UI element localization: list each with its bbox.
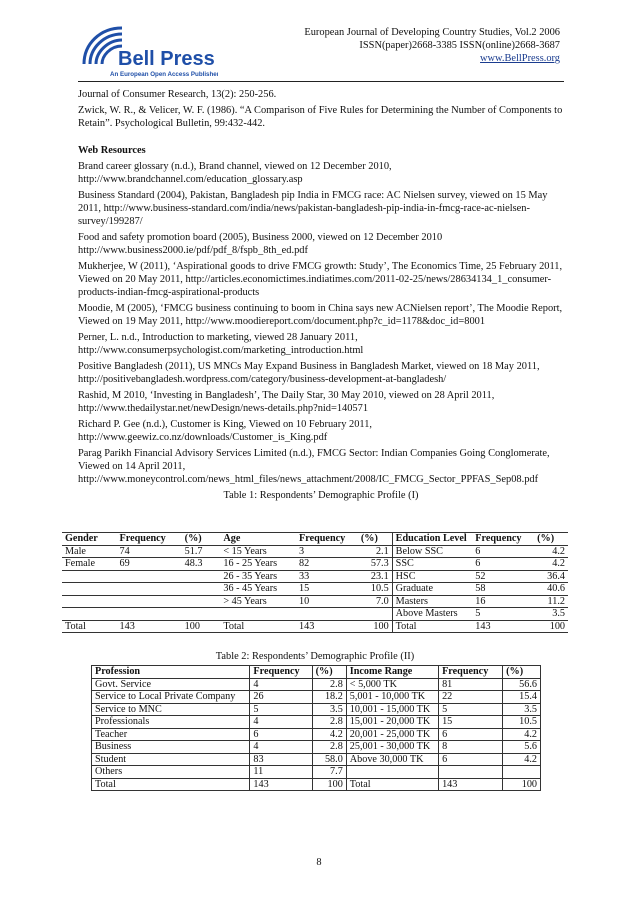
table-cell: Female (62, 558, 117, 571)
table-cell: 15.4 (503, 691, 541, 704)
table-cell: SSC (392, 558, 472, 571)
table-cell (182, 583, 221, 596)
table-cell: 2.8 (312, 741, 346, 754)
table-cell: 4 (250, 678, 312, 691)
table-cell: Above 30,000 TK (346, 753, 438, 766)
publisher-logo (78, 20, 218, 80)
table-cell: 10.5 (503, 716, 541, 729)
table-cell: 2.1 (358, 545, 392, 558)
table-row (92, 678, 541, 691)
table-cell (117, 570, 182, 583)
table-cell: 2.8 (312, 716, 346, 729)
table-cell (503, 766, 541, 779)
table-header-cell: Frequency (296, 533, 358, 546)
web-resources-heading: Web Resources (78, 145, 146, 156)
table-cell: 20,001 - 25,000 TK (346, 728, 438, 741)
demographic-table-1 (62, 532, 568, 633)
table-cell: 8 (439, 741, 503, 754)
table-row (92, 716, 541, 729)
table-cell: Govt. Service (92, 678, 250, 691)
web-resource-entry: Perner, L. n.d., Introduction to marketing, viewed 28 January 2011, http://www.consumerpsychologist.com/marketing_introduction.html (78, 332, 364, 356)
table2-caption: Table 2: Respondents’ Demographic Profile (II) (215, 651, 415, 662)
table-cell (182, 570, 221, 583)
table-header-row (62, 533, 568, 546)
table-cell: 51.7 (182, 545, 221, 558)
table-cell: HSC (392, 570, 472, 583)
table-cell: 10.5 (358, 583, 392, 596)
table-cell: 4 (250, 716, 312, 729)
table-cell: 56.6 (503, 678, 541, 691)
table-cell: 15 (296, 583, 358, 596)
table-cell: 10,001 - 15,000 TK (346, 703, 438, 716)
table-cell: 143 (250, 778, 312, 791)
table-cell: 16 (472, 595, 534, 608)
page-number: 8 (316, 857, 322, 868)
table-cell: Graduate (392, 583, 472, 596)
table-cell: < 15 Years (220, 545, 296, 558)
table-cell: 52 (472, 570, 534, 583)
table-cell: 40.6 (534, 583, 568, 596)
table-cell: 3.5 (312, 703, 346, 716)
table-cell: 4.2 (503, 753, 541, 766)
table-cell: 15 (439, 716, 503, 729)
table-cell: 26 (250, 691, 312, 704)
table-header-cell: Frequency (439, 666, 503, 679)
table-cell: 58 (472, 583, 534, 596)
table-cell: 143 (439, 778, 503, 791)
table-header-cell: Frequency (250, 666, 312, 679)
table-cell: 6 (472, 545, 534, 558)
table-header-cell: Education Level (392, 533, 472, 546)
table-cell (346, 766, 438, 779)
table-header-cell: (%) (358, 533, 392, 546)
table-header-cell: (%) (534, 533, 568, 546)
table-cell: 3 (296, 545, 358, 558)
table-header-cell: Income Range (346, 666, 438, 679)
table-cell (62, 608, 117, 621)
table-row (62, 545, 568, 558)
table-cell: Male (62, 545, 117, 558)
table-cell: < 5,000 TK (346, 678, 438, 691)
table-cell: 26 - 35 Years (220, 570, 296, 583)
journal-title: European Journal of Developing Country Studies, Vol.2 2006 (304, 27, 560, 38)
table-cell (62, 595, 117, 608)
logo-tagline: An European Open Access Publisher (110, 71, 218, 78)
table-cell: 58.0 (312, 753, 346, 766)
table-cell: 4.2 (312, 728, 346, 741)
table-cell: 3.5 (503, 703, 541, 716)
table-header-cell: Frequency (117, 533, 182, 546)
table-cell: 7.0 (358, 595, 392, 608)
header-rule (78, 81, 564, 82)
table-header-cell: (%) (312, 666, 346, 679)
table-cell: 22 (439, 691, 503, 704)
table-cell: 23.1 (358, 570, 392, 583)
table-cell: 11.2 (534, 595, 568, 608)
web-resource-entry: Richard P. Gee (n.d.), Customer is King, Viewed on 10 February 2011, http://www.geewiz.co.nz/downloads/Customer_is_King.pdf (78, 419, 373, 443)
table-header-cell: Gender (62, 533, 117, 546)
table-cell: Business (92, 741, 250, 754)
table-cell: 6 (439, 728, 503, 741)
table-cell: 82 (296, 558, 358, 571)
table-cell: 6 (472, 558, 534, 571)
table-cell: Professionals (92, 716, 250, 729)
demographic-table-2 (91, 665, 541, 791)
table-cell (182, 595, 221, 608)
table-cell: 69 (117, 558, 182, 571)
table-cell: 143 (296, 620, 358, 633)
table-cell (296, 608, 358, 621)
table-cell: 143 (117, 620, 182, 633)
table-cell: 25,001 - 30,000 TK (346, 741, 438, 754)
table-cell: Below SSC (392, 545, 472, 558)
table-cell: 57.3 (358, 558, 392, 571)
table-cell: 15,001 - 20,000 TK (346, 716, 438, 729)
web-resource-entry: Brand career glossary (n.d.), Brand channel, viewed on 12 December 2010, http://www.brandchannel.com/education_glossary.asp (78, 161, 392, 185)
table-cell (62, 583, 117, 596)
bell-press-logo-icon (78, 20, 218, 80)
table-cell: Service to Local Private Company (92, 691, 250, 704)
table-cell: 5 (439, 703, 503, 716)
journal-url-link[interactable]: www.BellPress.org (480, 53, 560, 64)
table-cell: 3.5 (534, 608, 568, 621)
journal-header (230, 26, 560, 65)
table-cell: 10 (296, 595, 358, 608)
table-cell: Others (92, 766, 250, 779)
table-cell: Above Masters (392, 608, 472, 621)
table-cell (439, 766, 503, 779)
table-cell (117, 608, 182, 621)
web-resource-entry: Parag Parikh Financial Advisory Services Limited (n.d.), FMCG Sector: Indian Companies Going Conglomerate, Viewed on 14 April 2011, http://www.moneycontrol.com/news_html_files/news_attachment/2008/IC_FMCG_Sector_PPFAS_Sep08.pdf (78, 448, 550, 485)
table-cell: 4.2 (503, 728, 541, 741)
journal-issn: ISSN(paper)2668-3385 ISSN(online)2668-3687 (359, 40, 560, 51)
table-cell: 36 - 45 Years (220, 583, 296, 596)
table-row (92, 691, 541, 704)
table-row (62, 595, 568, 608)
table-cell: 100 (182, 620, 221, 633)
table-row (92, 741, 541, 754)
table-row (92, 703, 541, 716)
table-cell (117, 595, 182, 608)
table-row (92, 728, 541, 741)
table-cell: 4.2 (534, 545, 568, 558)
table-cell: 100 (358, 620, 392, 633)
table-cell: 4.2 (534, 558, 568, 571)
table-cell: 4 (250, 741, 312, 754)
table-row (92, 753, 541, 766)
web-resource-entry: Moodie, M (2005), ‘FMCG business continuing to boom in China says new ACNielsen report’, The Moodie Report, Viewed on 19 May 2011, http://www.moodiereport.com/document.php?c_id=1178&doc_id=8001 (78, 303, 563, 327)
table-cell (358, 608, 392, 621)
table-cell: 74 (117, 545, 182, 558)
web-resource-entry: Mukherjee, W (2011), ‘Aspirational goods to drive FMCG growth: Study’, The Economics Time, 25 February 2011, Viewed on 20 May 2011, http://articles.economictimes.indiatimes.com/2011-02-25/news/28634134_1_consumer-products-indian-fmcg-aspirational-products (78, 261, 563, 298)
reference-entry: Zwick, W. R., & Velicer, W. F. (1986). “A Comparison of Five Rules for Determining the Number of Components to Retain”. Psychological Bulletin, 99:432-442. (78, 105, 563, 129)
table-cell: Service to MNC (92, 703, 250, 716)
table-cell: 7.7 (312, 766, 346, 779)
table-cell: Total (92, 778, 250, 791)
reference-entry: Journal of Consumer Research, 13(2): 250-256. (78, 89, 277, 100)
table-row (62, 583, 568, 596)
table-header-cell: Profession (92, 666, 250, 679)
table-cell: Student (92, 753, 250, 766)
table-row (62, 570, 568, 583)
table-cell: 5.6 (503, 741, 541, 754)
table-cell: 5 (250, 703, 312, 716)
references-section (78, 88, 564, 505)
table-cell: Teacher (92, 728, 250, 741)
table-cell: 5 (472, 608, 534, 621)
table-cell: Total (392, 620, 472, 633)
table-cell: > 45 Years (220, 595, 296, 608)
table-cell: 36.4 (534, 570, 568, 583)
table-header-cell: Age (220, 533, 296, 546)
table-cell (220, 608, 296, 621)
table-cell (117, 583, 182, 596)
table-row (62, 608, 568, 621)
table-cell: 100 (312, 778, 346, 791)
table-cell: 5,001 - 10,000 TK (346, 691, 438, 704)
web-resource-entry: Positive Bangladesh (2011), US MNCs May Expand Business in Bangladesh Market, viewed on 18 May 2011, http://positivebangladesh.wordpress.com/category/business-development-at-bangladesh/ (78, 361, 540, 385)
table-cell: 11 (250, 766, 312, 779)
table-row (92, 778, 541, 791)
table-cell: 143 (472, 620, 534, 633)
table-cell (62, 570, 117, 583)
web-resource-entry: Rashid, M 2010, ‘Investing in Bangladesh’, The Daily Star, 30 May 2010, viewed on 28 April 2011, http://www.thedailystar.net/newDesign/news-details.php?nid=140571 (78, 390, 495, 414)
table-cell: 100 (534, 620, 568, 633)
table-cell: 6 (439, 753, 503, 766)
table-cell: Total (220, 620, 296, 633)
table-cell: Total (62, 620, 117, 633)
table-cell: 83 (250, 753, 312, 766)
table-row (62, 558, 568, 571)
table-cell: 16 - 25 Years (220, 558, 296, 571)
table-header-row (92, 666, 541, 679)
table-header-cell: Frequency (472, 533, 534, 546)
table1-caption: Table 1: Respondents’ Demographic Profile (I) (223, 490, 419, 501)
table-row (62, 620, 568, 633)
web-resource-entry: Food and safety promotion board (2005), Business 2000, viewed on 12 December 2010 http://www.business2000.ie/pdf/pdf_8/fspb_8th_ed.pdf (78, 232, 443, 256)
table-cell: 6 (250, 728, 312, 741)
table-cell: 48.3 (182, 558, 221, 571)
table-cell: 18.2 (312, 691, 346, 704)
table-cell (182, 608, 221, 621)
table-cell: Masters (392, 595, 472, 608)
table-cell: Total (346, 778, 438, 791)
web-resource-entry: Business Standard (2004), Pakistan, Bangladesh pip India in FMCG race: AC Nielsen survey, viewed on 15 May 2011, http://www.business-standard.com/india/news/pakistan-bangladesh-pip-india-in-fmcg-race-ac-nielsen-survey/199287/ (78, 190, 548, 227)
table-header-cell: (%) (503, 666, 541, 679)
table-cell: 100 (503, 778, 541, 791)
table-cell: 2.8 (312, 678, 346, 691)
table-cell: 33 (296, 570, 358, 583)
table-row (92, 766, 541, 779)
table-cell: 81 (439, 678, 503, 691)
table-header-cell: (%) (182, 533, 221, 546)
logo-name: Bell Press (118, 48, 215, 70)
